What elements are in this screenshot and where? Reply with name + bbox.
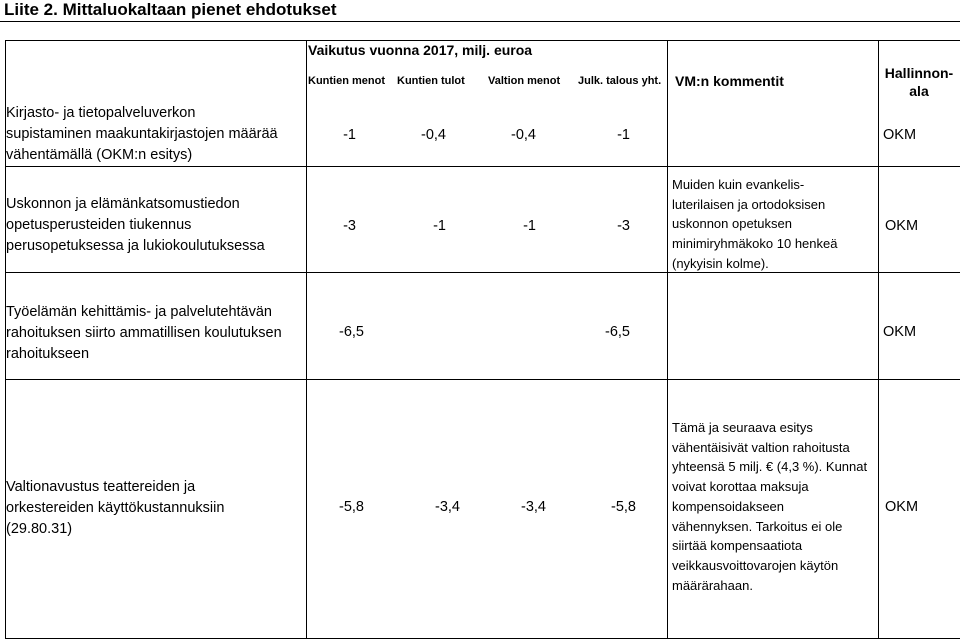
row-label-line: rahoituksen siirto ammatillisen koulutuksen [6, 325, 282, 341]
comment-line: (nykyisin kolme). [672, 255, 769, 271]
row-label-line: Työelämän kehittämis- ja palvelutehtävän [6, 304, 272, 320]
impact-header: Vaikutus vuonna 2017, milj. euroa [308, 42, 533, 58]
column-divider [878, 40, 879, 639]
cell-valtion-menot: -3,4 [521, 499, 546, 515]
cell-julk-talous: -1 [617, 127, 630, 143]
comment-line: siirtää kompensaatiota [672, 538, 803, 554]
title-rule [0, 21, 960, 22]
row-label-line: supistaminen maakuntakirjastojen määrää [6, 126, 278, 142]
cell-kunnat-menot: -6,5 [339, 324, 364, 340]
comment-line: minimiryhmäkoko 10 henkeä [672, 236, 838, 252]
comment-line: Muiden kuin evankelis- [672, 177, 805, 192]
row-label-line: vähentämällä (OKM:n esitys) [6, 147, 193, 163]
col-header-valtion-menot: Valtion menot [488, 75, 561, 87]
comment-line: kompensoidakseen [672, 498, 785, 514]
row-label [6, 194, 304, 257]
comment-line: vähennyksen. Tarkoitus ei ole [672, 518, 843, 534]
comment-line: yhteensä 5 milj. € (4,3 %). Kunnat [672, 459, 868, 475]
cell-julk-talous: -6,5 [605, 324, 630, 340]
row-label-line: Valtionavustus teattereiden ja [6, 479, 196, 495]
col-header-kunnat-menot: Kuntien menot [308, 75, 385, 87]
row-divider [5, 379, 960, 380]
comment-line: voivat korottaa maksuja [672, 479, 809, 495]
cell-comment [672, 175, 877, 274]
page-title: Liite 2. Mittaluokaltaan pienet ehdotukset [4, 0, 337, 19]
table-top-border [5, 40, 960, 41]
cell-kunnat-menot: -5,8 [339, 499, 364, 515]
row-label-line: (29.80.31) [6, 521, 73, 537]
row-label [6, 302, 304, 365]
row-label [6, 103, 304, 166]
cell-admin: OKM [885, 499, 919, 515]
cell-julk-talous: -5,8 [611, 499, 636, 515]
col-header-admin-line: ala [909, 83, 929, 99]
col-header-admin [879, 64, 959, 100]
column-divider [667, 40, 668, 639]
comment-line: luterilaisen ja ortodoksisen [672, 196, 826, 212]
row-label-line: Kirjasto- ja tietopalveluverkon [6, 105, 196, 121]
row-label-line: rahoitukseen [6, 346, 90, 362]
cell-valtion-menot: -1 [523, 218, 536, 234]
cell-kunnat-tulot: -1 [433, 218, 446, 234]
cell-comment [672, 418, 877, 595]
col-header-comments: VM:n kommentit [675, 73, 784, 89]
cell-kunnat-tulot: -0,4 [421, 127, 446, 143]
comment-line: vähentäisivät valtion rahoitusta [672, 439, 850, 455]
row-label-line: opetusperusteiden tiukennus [6, 217, 192, 233]
row-label-line: perusopetuksessa ja lukiokoulutuksessa [6, 238, 265, 254]
cell-kunnat-menot: -1 [343, 127, 356, 143]
cell-kunnat-menot: -3 [343, 218, 356, 234]
col-header-julk-talous: Julk. talous yht. [578, 75, 662, 87]
cell-admin: OKM [883, 127, 917, 143]
cell-kunnat-tulot: -3,4 [435, 499, 460, 515]
comment-line: määrärahaan. [672, 577, 753, 593]
column-divider [306, 40, 307, 639]
row-divider [5, 166, 960, 167]
cell-admin: OKM [883, 324, 917, 340]
row-label-line: orkestereiden käyttökustannuksiin [6, 500, 225, 516]
comment-line: uskonnon opetuksen [672, 216, 792, 232]
row-label [6, 477, 304, 540]
comment-line: veikkausvoittovarojen käytön [672, 557, 839, 573]
cell-admin: OKM [885, 218, 919, 234]
col-header-admin-line: Hallinnon- [884, 65, 954, 81]
col-header-kunnat-tulot: Kuntien tulot [397, 75, 465, 87]
row-label-line: Uskonnon ja elämänkatsomustiedon [6, 196, 240, 212]
cell-valtion-menot: -0,4 [511, 127, 536, 143]
cell-julk-talous: -3 [617, 218, 630, 234]
comment-line: Tämä ja seuraava esitys [672, 420, 813, 435]
